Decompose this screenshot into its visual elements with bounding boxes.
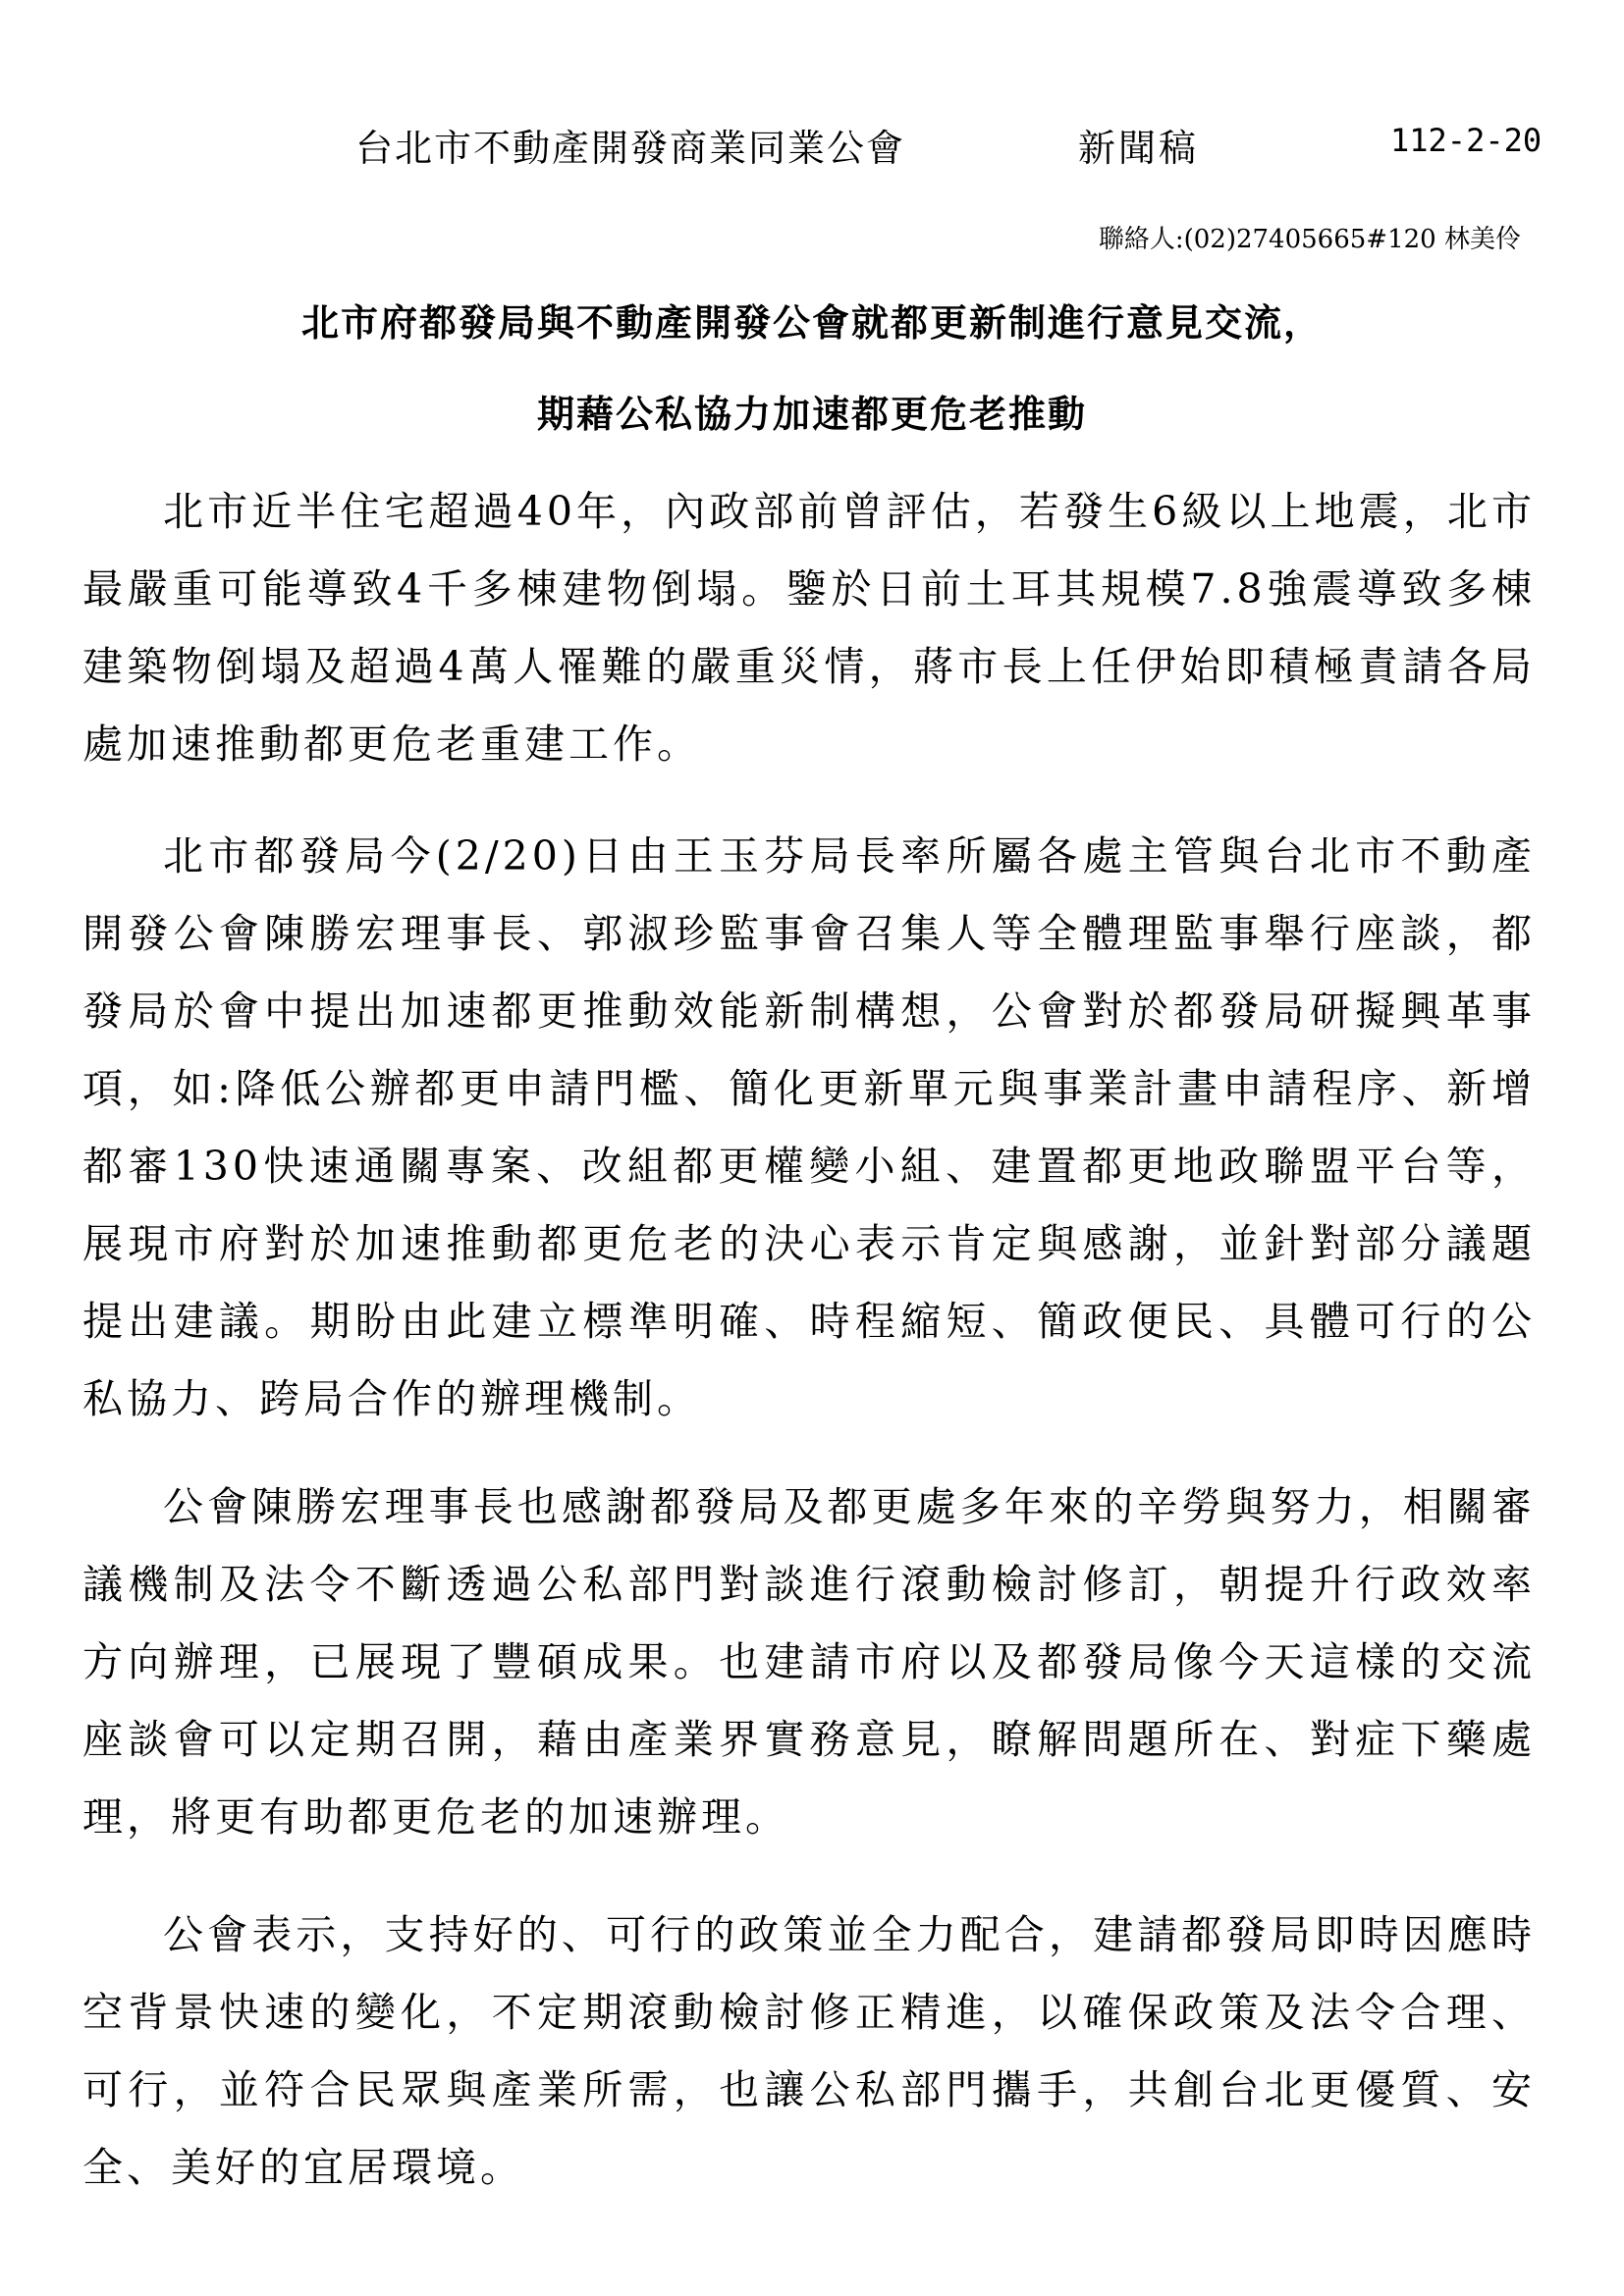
organization-name: 台北市不動產開發商業同業公會 [355,127,906,170]
document-header [0,118,1624,177]
contact-info: 聯絡人:(02)27405665#120 林美伶 [1098,225,1521,254]
body-paragraph-4: 公會表示，支持好的、可行的政策並全力配合，建請都發局即時因應時空背景快速的變化，不定期滾動檢討修正精進，以確保政策及法令合理、可行，並符合民眾與產業所需，也讓公私部門攜手，共創台北更優質、安全、美好的宜居環境。 [82,1911,1536,2191]
body-paragraph-1: 北市近半住宅超過40年，內政部前曾評估，若發生6級以上地震，北市最嚴重可能導致4千多棟建物倒塌。鑒於日前土耳其規模7.8強震導致多棟建築物倒塌及超過4萬人罹難的嚴重災情，蔣市長上任伊始即積極責請各局處加速推動都更危老重建工作。 [82,488,1536,768]
document-date: 112-2-20 [1390,122,1543,159]
document-type: 新聞稿 [1078,127,1200,170]
headline-line-2: 期藉公私協力加速都更危老推動 [536,393,1087,436]
body-paragraph-3: 公會陳勝宏理事長也感謝都發局及都更處多年來的辛勞與努力，相關審議機制及法令不斷透過公私部門對談進行滾動檢討修訂，朝提升行政效率方向辦理，已展現了豐碩成果。也建請市府以及都發局像今天這樣的交流座談會可以定期召開，藉由產業界實務意見，瞭解問題所在、對症下藥處理，將更有助都更危老的加速辦理。 [82,1483,1536,1841]
body-paragraph-2: 北市都發局今(2/20)日由王玉芬局長率所屬各處主管與台北市不動產開發公會陳勝宏理事長、郭淑珍監事會召集人等全體理監事舉行座談，都發局於會中提出加速都更推動效能新制構想，公會對於都發局研擬興革事項，如:降低公辦都更申請門檻、簡化更新單元與事業計畫申請程序、新增都審130快速通關專案、改組都更權變小組、建置都更地政聯盟平台等，展現市府對於加速推動都更危老的決心表示肯定與感謝，並針對部分議題提出建議。期盼由此建立標準明確、時程縮短、簡政便民、具體可行的公私協力、跨局合作的辦理機制。 [82,832,1536,1422]
headline-line-1: 北市府都發局與不動產開發公會就都更新制進行意見交流， [300,301,1323,345]
